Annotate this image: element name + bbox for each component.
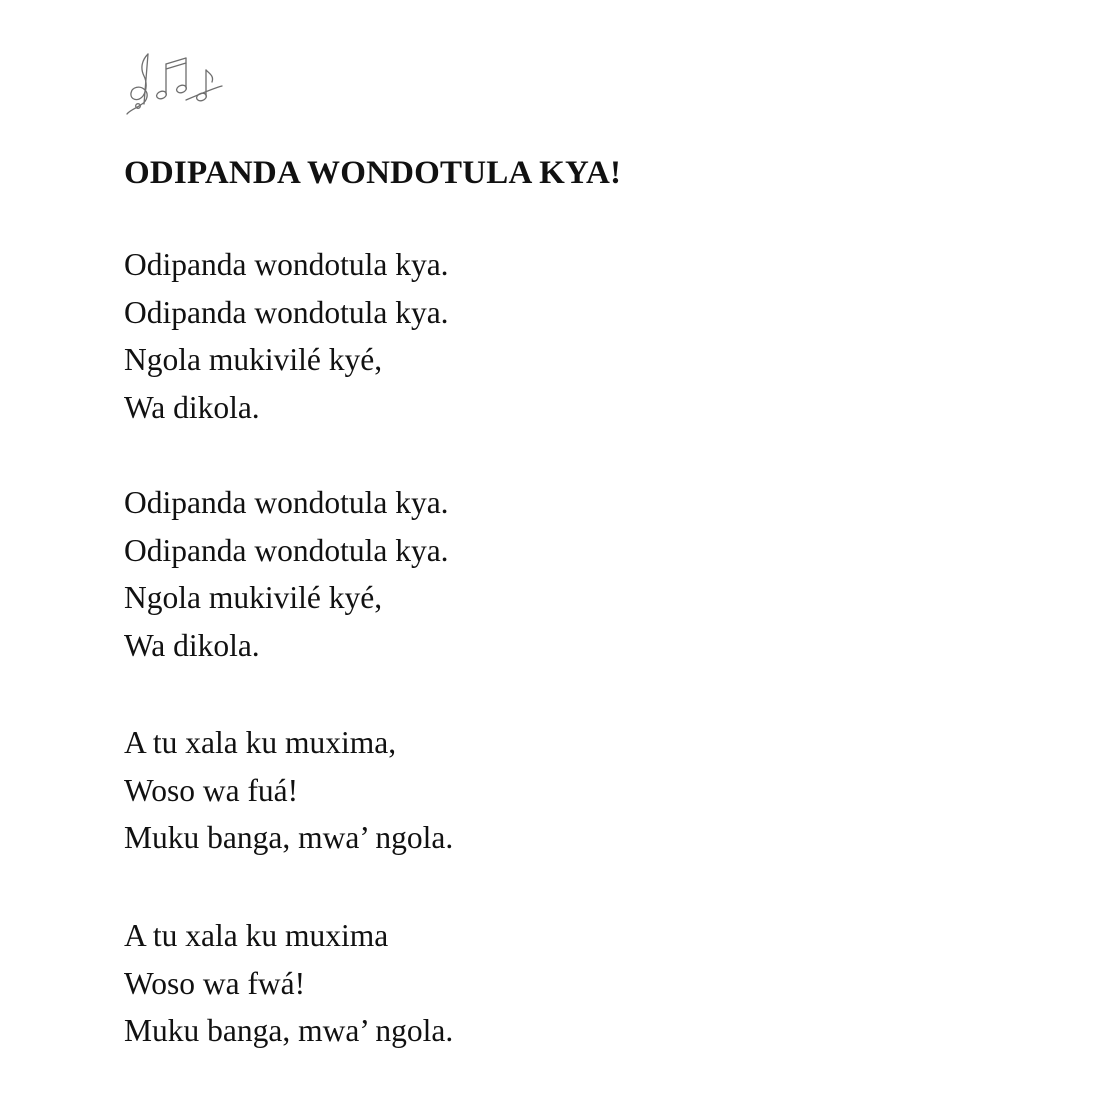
lyric-line: Muku banga, mwa’ ngola.: [124, 820, 454, 856]
lyric-line: Woso wa fuá!: [124, 772, 299, 808]
lyric-line: Odipanda wondotula kya.: [124, 247, 449, 282]
lyric-line: Woso wa fwá!: [124, 965, 306, 1001]
lyric-line: Ngola mukivilé kyé,: [124, 580, 383, 616]
lyric-line: Odipanda wondotula kya.: [124, 532, 449, 568]
lyric-line: A tu xala ku muxima: [124, 918, 389, 953]
song-title: ODIPANDA WONDOTULA KYA!: [124, 155, 622, 191]
header-ornament: [122, 44, 1068, 120]
lyric-line: Wa dikola.: [124, 389, 260, 425]
lyric-line: Odipanda wondotula kya.: [124, 294, 449, 330]
lyric-line: Muku banga, mwa’ ngola.: [124, 1013, 454, 1049]
stanza-1: [124, 241, 449, 431]
stanza-3: [124, 719, 453, 862]
stanza-4: [124, 912, 453, 1055]
lyric-line: Ngola mukivilé kyé,: [124, 342, 383, 378]
lyric-line: A tu xala ku muxima,: [124, 725, 397, 760]
lyric-line: Wa dikola.: [124, 627, 260, 663]
stanza-2: [124, 479, 449, 669]
lyric-line: Odipanda wondotula kya.: [124, 485, 449, 520]
music-notes-icon: [127, 54, 222, 114]
page-header: [122, 44, 1068, 120]
